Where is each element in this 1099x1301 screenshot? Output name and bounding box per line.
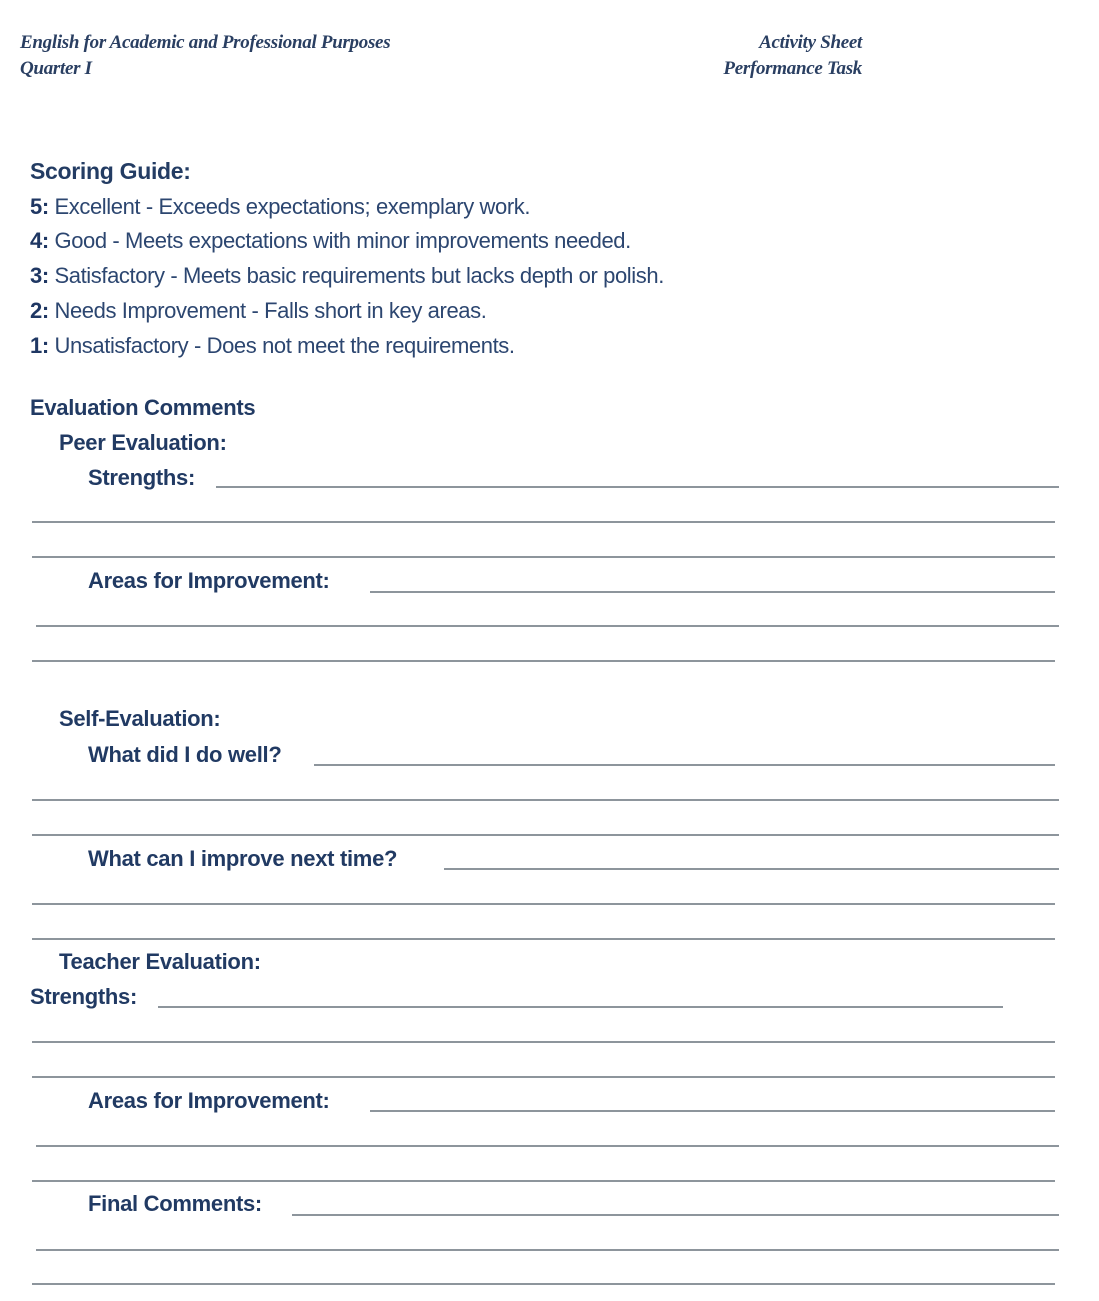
score-number: 3: [30, 263, 49, 288]
sheet-type: Activity Sheet [759, 32, 862, 53]
scoring-guide-title: Scoring Guide: [30, 158, 191, 184]
score-number: 5: [30, 194, 49, 219]
score-description: Good - Meets expectations with minor improvements needed. [48, 228, 631, 253]
teacher-strengths-line-3[interactable] [32, 1076, 1055, 1078]
teacher-improvement-line-2[interactable] [36, 1145, 1059, 1147]
score-item-5 [30, 194, 530, 220]
peer-improvement-line-3[interactable] [32, 660, 1055, 662]
quarter-label: Quarter I [20, 58, 92, 79]
score-description: Satisfactory - Meets basic requirements but lacks depth or polish. [48, 263, 664, 288]
score-number: 2: [30, 298, 49, 323]
teacher-improvement-field[interactable] [370, 1110, 1055, 1112]
self-improve-label: What can I improve next time? [88, 846, 398, 871]
peer-evaluation-title: Peer Evaluation: [59, 430, 227, 455]
self-well-line-2[interactable] [32, 799, 1059, 801]
teacher-evaluation-title: Teacher Evaluation: [59, 949, 261, 974]
peer-improvement-field[interactable] [370, 591, 1055, 593]
score-description: Excellent - Exceeds expectations; exemplary work. [48, 194, 531, 219]
evaluation-comments-title: Evaluation Comments [30, 395, 256, 420]
peer-strengths-field[interactable] [216, 486, 1059, 488]
teacher-strengths-line-2[interactable] [32, 1041, 1055, 1043]
score-number: 1: [30, 333, 49, 358]
peer-strengths-line-2[interactable] [32, 521, 1055, 523]
self-improve-line-3[interactable] [32, 938, 1055, 940]
self-improve-field[interactable] [444, 868, 1059, 870]
final-comments-field[interactable] [292, 1214, 1059, 1216]
score-item-3 [30, 263, 664, 289]
self-well-line-3[interactable] [32, 834, 1059, 836]
course-title: English for Academic and Professional Purposes [20, 32, 391, 53]
peer-improvement-line-2[interactable] [36, 625, 1059, 627]
score-description: Unsatisfactory - Does not meet the requirements. [48, 333, 515, 358]
self-evaluation-title: Self-Evaluation: [59, 706, 221, 731]
final-comments-label: Final Comments: [88, 1191, 262, 1216]
final-comments-line-3[interactable] [32, 1283, 1055, 1285]
teacher-improvement-line-3[interactable] [32, 1180, 1055, 1182]
teacher-improvement-label: Areas for Improvement: [88, 1088, 330, 1113]
teacher-strengths-field[interactable] [158, 1006, 1003, 1008]
sheet-header [700, 30, 862, 82]
task-type: Performance Task [723, 58, 862, 79]
self-improve-line-2[interactable] [32, 903, 1055, 905]
peer-strengths-line-3[interactable] [32, 556, 1055, 558]
score-item-2 [30, 298, 486, 324]
score-item-4 [30, 228, 631, 254]
score-number: 4: [30, 228, 49, 253]
peer-improvement-label: Areas for Improvement: [88, 568, 330, 593]
self-well-label: What did I do well? [88, 742, 282, 767]
score-description: Needs Improvement - Falls short in key areas. [48, 298, 487, 323]
final-comments-line-2[interactable] [36, 1249, 1059, 1251]
self-well-field[interactable] [314, 764, 1055, 766]
score-item-1 [30, 333, 515, 359]
course-header [20, 30, 390, 82]
peer-strengths-label: Strengths: [88, 465, 196, 490]
teacher-strengths-label: Strengths: [30, 984, 138, 1009]
